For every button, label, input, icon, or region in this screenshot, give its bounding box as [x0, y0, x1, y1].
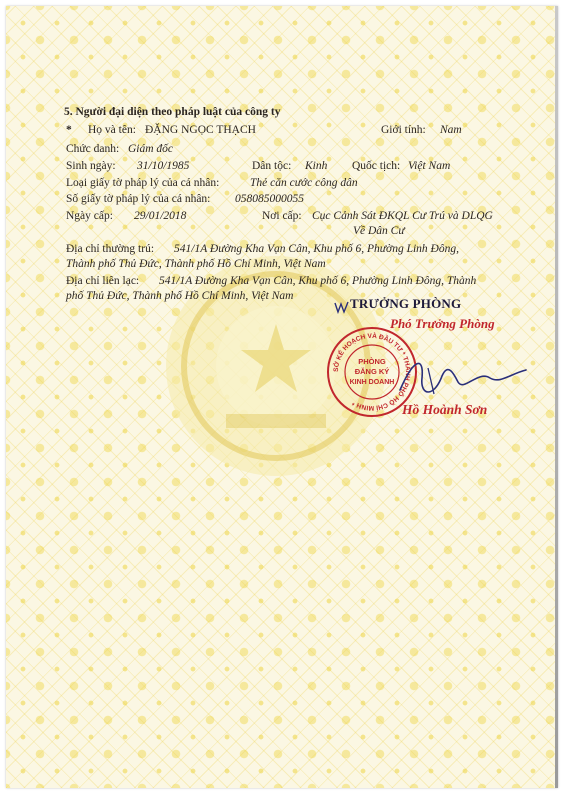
- section-heading: 5. Người đại diện theo pháp luật của công ty: [64, 106, 281, 118]
- issue-place-label: Nơi cấp:: [262, 210, 302, 222]
- contact-address-label: Địa chỉ liên lạc:: [66, 275, 140, 287]
- title-label: Chức danh:: [66, 143, 120, 155]
- contact-address-line2: phố Thủ Đức, Thành phố Hồ Chí Minh, Việt Nam: [66, 290, 294, 302]
- stamp-center-line3: KINH DOANH: [349, 379, 395, 386]
- id-type-value: Thẻ căn cước công dân: [250, 177, 358, 189]
- signer-name: Hồ Hoành Sơn: [402, 402, 488, 417]
- id-number-label: Số giấy tờ pháp lý của cá nhân:: [66, 193, 211, 205]
- signature-title: TRƯỞNG PHÒNG: [350, 296, 462, 311]
- name-value: ĐẶNG NGỌC THẠCH: [145, 124, 256, 136]
- document-page: [6, 6, 558, 788]
- nationality-value: Việt Nam: [408, 160, 451, 172]
- ethnicity-value: Kinh: [305, 160, 328, 172]
- signature-subtitle: Phó Trưởng Phòng: [390, 316, 495, 331]
- id-number-value: 058085000055: [235, 193, 304, 205]
- gender-value: Nam: [440, 124, 462, 136]
- dob-label: Sinh ngày:: [66, 160, 116, 172]
- name-label: Họ và tên:: [88, 124, 136, 136]
- ethnicity-label: Dân tộc:: [252, 160, 292, 172]
- issue-place-line1: Cục Cảnh Sát ĐKQL Cư Trú và DLQG: [312, 210, 493, 222]
- permanent-address-line2: Thành phố Thủ Đức, Thành phố Hồ Chí Minh, Việt Nam: [66, 258, 326, 270]
- issue-date-label: Ngày cấp:: [66, 210, 113, 222]
- bullet: *: [66, 124, 72, 136]
- stamp-center-line2: ĐĂNG KÝ: [354, 367, 390, 376]
- stamp-ring-text: SỞ KẾ HOẠCH VÀ ĐẦU TƯ * THÀNH PHỐ HỒ CHÍ MINH *: [332, 332, 412, 412]
- title-value: Giám đốc: [128, 143, 174, 155]
- signature-block: [324, 292, 544, 432]
- issue-place-line2: Về Dân Cư: [353, 225, 405, 237]
- contact-address-line1: 541/1A Đường Kha Vạn Cân, Khu phố 6, Phường Linh Đông, Thành: [159, 275, 477, 287]
- permanent-address-line1: 541/1A Đường Kha Vạn Cân, Khu phố 6, Phường Linh Đông,: [174, 243, 459, 255]
- permanent-address-label: Địa chỉ thường trú:: [66, 243, 155, 255]
- id-type-label: Loại giấy tờ pháp lý của cá nhân:: [66, 177, 220, 189]
- issue-date-value: 29/01/2018: [134, 210, 187, 222]
- dob-value: 31/10/1985: [137, 160, 190, 172]
- gender-label: Giới tính:: [381, 124, 426, 136]
- handwritten-signature: [394, 348, 534, 408]
- nationality-label: Quốc tịch:: [352, 160, 401, 172]
- stamp-center-line1: PHÒNG: [358, 357, 386, 366]
